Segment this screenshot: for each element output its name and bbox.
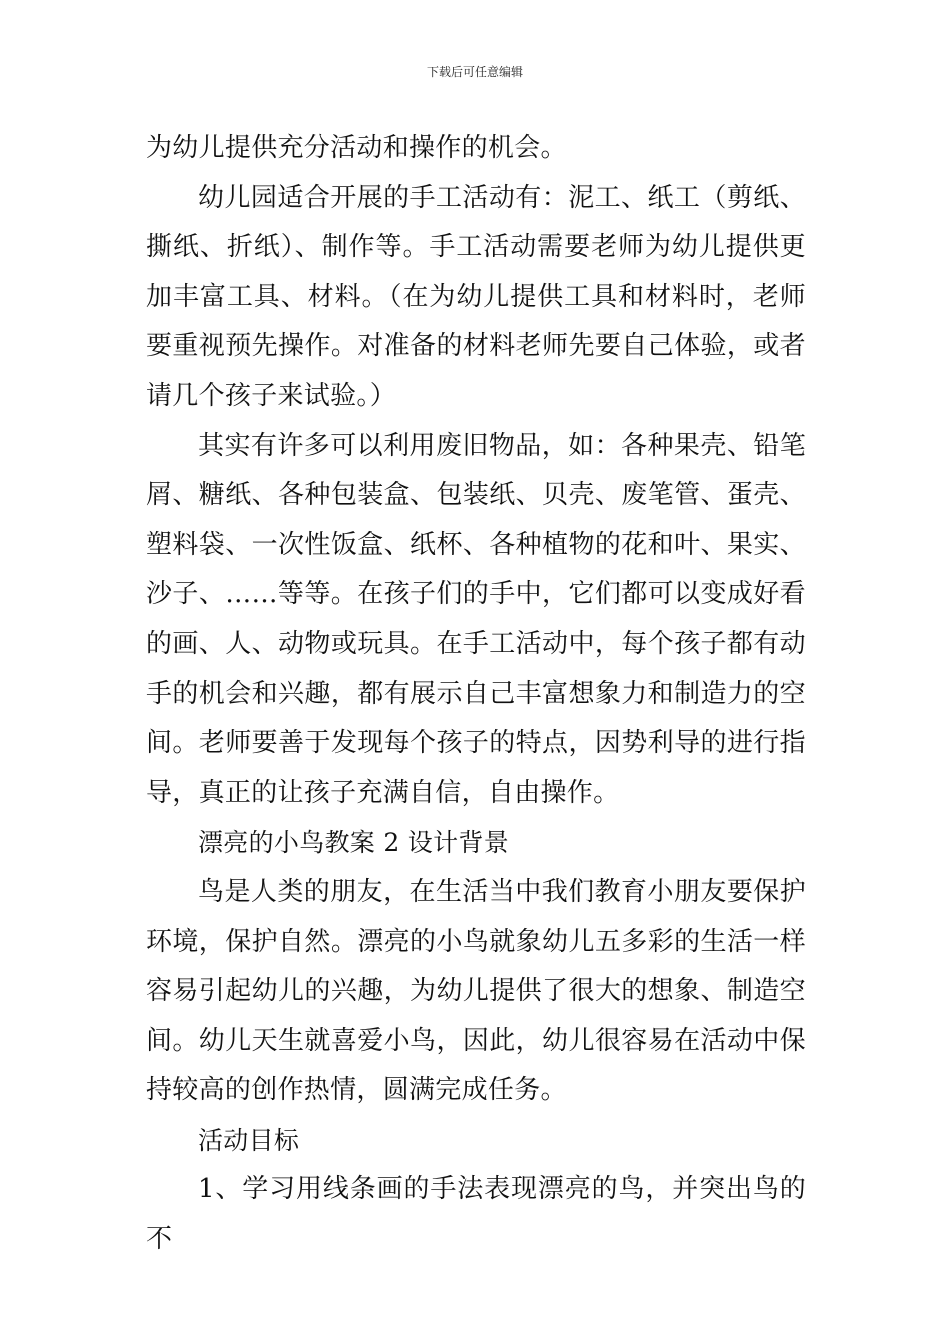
section-heading-activity-goals: 活动目标 (198, 1125, 300, 1155)
paragraph-birds-background: 鸟是人类的朋友，在生活当中我们教育小朋友要保护环境，保护自然。漂亮的小鸟就象幼儿五多彩的生活一样容易引起幼儿的兴趣，为幼儿提供了很大的想象、制造空间。幼儿天生就喜爱小鸟，因此，幼儿很容易在活动中保持较高的创作热情，圆满完成任务。 (146, 876, 806, 1106)
paragraph-recycled-materials: 其实有许多可以利用废旧物品，如：各种果壳、铅笔屑、糖纸、各种包装盒、包装纸、贝壳、废笔管、蛋壳、塑料袋、一次性饭盒、纸杯、各种植物的花和叶、果实、沙子、……等等。在孩子们的手中，它们都可以变成好看的画、人、动物或玩具。在手工活动中，每个孩子都有动手的机会和兴趣，都有展示自己丰富想象力和制造力的空间。老师要善于发现每个孩子的特点，因势利导的进行指导，真正的让孩子充满自信，自由操作。 (146, 430, 806, 808)
section-heading-design-background: 漂亮的小鸟教案 2 设计背景 (198, 828, 510, 858)
document-body (146, 124, 806, 1265)
paragraph-continuation: 为幼儿提供充分活动和操作的机会。 (146, 133, 567, 163)
paragraph-goal-one: 1、学习用线条画的手法表现漂亮的鸟，并突出鸟的不 (146, 1174, 806, 1255)
paragraph-handcraft-activities: 幼儿园适合开展的手工活动有：泥工、纸工（剪纸、撕纸、折纸）、制作等。手工活动需要老师为幼儿提供更加丰富工具、材料。（在为幼儿提供工具和材料时，老师要重视预先操作。对准备的材料老师先要自己体验，或者请几个孩子来试验。） (146, 182, 806, 411)
page-header: 下载后可任意编辑 (426, 65, 523, 79)
